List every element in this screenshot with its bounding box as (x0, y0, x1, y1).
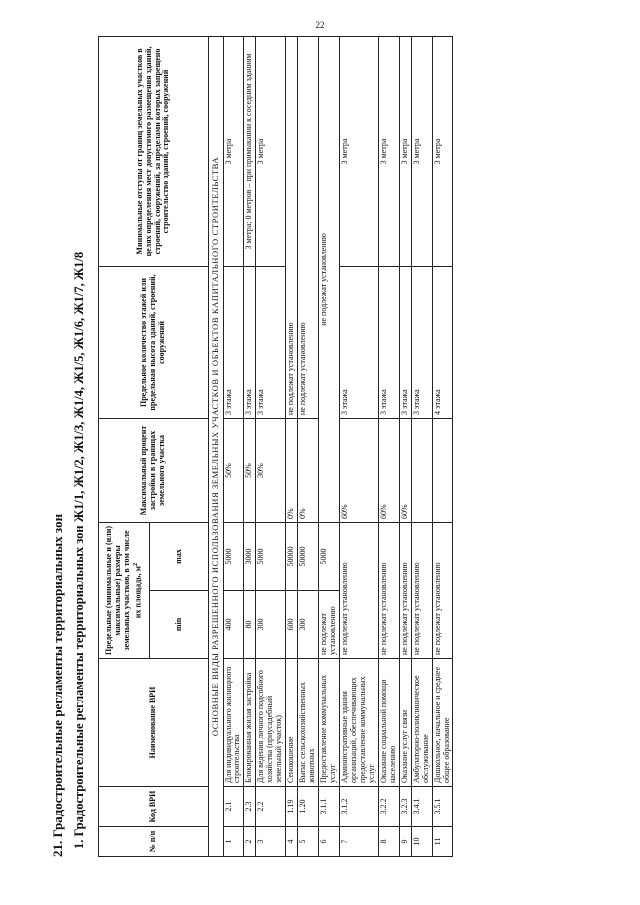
section-heading: 21. Градостроительные регламенты территориальных зон (50, 513, 65, 857)
cell-min: 300 (298, 591, 319, 659)
cell-setback: 3 метра (223, 36, 244, 266)
table-row (411, 36, 432, 856)
cell-name: Для ведения личного подсобного хозяйства (приусадебный земельный участок) (256, 659, 286, 787)
cell-setback: 3 метра (340, 36, 379, 266)
cell-min: не подлежат установлению (319, 591, 340, 659)
cell-code: 3.1.2 (340, 787, 379, 827)
header-name: Наименование ВРИ (99, 659, 209, 787)
header-min: min (150, 591, 209, 659)
table-row (378, 36, 399, 856)
cell-percent: 60% (399, 418, 411, 522)
cell-num: 9 (399, 827, 411, 857)
table-row (256, 36, 286, 856)
cell-min: не подлежат установлению (432, 522, 453, 658)
cell-setback: 3 метра (411, 36, 432, 266)
table-row (298, 36, 319, 856)
cell-percent: 50% (223, 418, 244, 522)
cell-name: Для индивидуального жилищного строительства (223, 659, 244, 787)
cell-max: 50000 (286, 522, 298, 590)
cell-num: 11 (432, 827, 453, 857)
cell-percent: 50% (244, 418, 256, 522)
header-floors: Предельное количество этажей или предельная высота зданий, строений, сооружений (99, 266, 209, 418)
cell-num: 7 (340, 827, 379, 857)
cell-percent: 0% (286, 418, 298, 522)
cell-code: 1.20 (298, 787, 319, 827)
cell-code: 1.19 (286, 787, 298, 827)
cell-setback: 3 метра (399, 36, 411, 266)
cell-max: 5000 (223, 522, 244, 590)
cell-percent: не подлежат установлению (319, 36, 340, 522)
cell-floors: 3 этажа (411, 266, 432, 418)
cell-floors: 4 этажа (432, 266, 453, 418)
cell-name: Блокированная жилая застройка (244, 659, 256, 787)
cell-num: 5 (298, 827, 319, 857)
cell-num: 4 (286, 827, 298, 857)
cell-name: Оказание социальной помощи населению (378, 659, 399, 787)
cell-percent (411, 418, 432, 522)
cell-name: Дошкольное, начальное и среднее общее образование (432, 659, 453, 787)
cell-name: Амбулаторно-поликлиническое обслуживание (411, 659, 432, 787)
table-row (340, 36, 379, 856)
table-row (432, 36, 453, 856)
header-num: № п/п (99, 827, 209, 857)
cell-floors: 3 этажа (244, 266, 256, 418)
cell-name: Оказание услуг связи (399, 659, 411, 787)
cell-code: 2.2 (256, 787, 286, 827)
cell-num: 6 (319, 827, 340, 857)
cell-setback: 3 метра (432, 36, 453, 266)
cell-min: не подлежат установлению (399, 522, 411, 658)
cell-min: не подлежат установлению (340, 522, 379, 658)
table-section-row (209, 36, 224, 856)
cell-percent: 0% (298, 418, 319, 522)
cell-name: Административные здания организаций, обеспечивающих предоставление коммунальных услуг (340, 659, 379, 787)
cell-num: 3 (256, 827, 286, 857)
cell-percent (432, 418, 453, 522)
cell-setback: 3 метра (256, 36, 286, 266)
cell-num: 10 (411, 827, 432, 857)
cell-floors: 3 этажа (256, 266, 286, 418)
cell-setback: 3 метра (378, 36, 399, 266)
cell-name: Предоставление коммунальных услуг (319, 659, 340, 787)
cell-floors: 3 этажа (223, 266, 244, 418)
cell-num: 1 (223, 827, 244, 857)
cell-percent: 60% (378, 418, 399, 522)
cell-min: не подлежат установлению (378, 522, 399, 658)
cell-floors: не подлежат установлению (298, 36, 319, 418)
cell-floors: 3 этажа (399, 266, 411, 418)
table-row (244, 36, 256, 856)
header-percent: Максимальный процент застройки в границах земельного участка (99, 418, 209, 522)
table-row (286, 36, 298, 856)
section-title: ОСНОВНЫЕ ВИДЫ РАЗРЕШЕННОГО ИСПОЛЬЗОВАНИЯ ЗЕМЕЛЬНЫХ УЧАСТКОВ И ОБЪЕКТОВ КАПИТАЛЬНОГО СТРОИТЕЛЬСТВА (209, 36, 224, 856)
cell-name: Выпас сельскохозяйственных животных (298, 659, 319, 787)
cell-code: 2.1 (223, 787, 244, 827)
cell-code: 3.5.1 (432, 787, 453, 827)
cell-num: 2 (244, 827, 256, 857)
table-row (319, 36, 340, 856)
table-row (399, 36, 411, 856)
cell-min: 600 (286, 591, 298, 659)
cell-floors: 3 этажа (378, 266, 399, 418)
cell-max: 3000 (244, 522, 256, 590)
cell-code: 3.1.1 (319, 787, 340, 827)
cell-max: 5000 (256, 522, 286, 590)
cell-max: 5000 (319, 522, 340, 590)
cell-setback: 3 метра; 0 метров – при примыкании к соседним зданиям (244, 36, 256, 266)
header-code: Код ВРИ (99, 787, 209, 827)
cell-percent: 60% (340, 418, 379, 522)
cell-code: 3.2.2 (378, 787, 399, 827)
cell-floors: 3 этажа (340, 266, 379, 418)
cell-percent: 30% (256, 418, 286, 522)
cell-code: 2.3 (244, 787, 256, 827)
cell-code: 3.2.3 (399, 787, 411, 827)
header-max: max (150, 522, 209, 590)
cell-min: 300 (256, 591, 286, 659)
cell-floors: не подлежат установлению (286, 36, 298, 418)
header-setback: Минимальные отступы от границ земельных участков в целях определения мест допустимого размещения зданий, строений, сооружений, за пределами которых запрещено строительство зданий, строений, сооружений (99, 36, 209, 266)
cell-max: 50000 (298, 522, 319, 590)
table-row (223, 36, 244, 856)
cell-code: 3.4.1 (411, 787, 432, 827)
header-size: Предельные (минимальные и (или) максимальные) размеры земельных участков, в том числе их площадь, $м^2$ (99, 522, 150, 658)
rotated-page-content (50, 37, 610, 857)
cell-min: 80 (244, 591, 256, 659)
cell-name: Сенокошение (286, 659, 298, 787)
page-number: 22 (315, 20, 325, 30)
cell-min: 400 (223, 591, 244, 659)
regulations-table (98, 36, 453, 857)
cell-min: не подлежат установлению (411, 522, 432, 658)
cell-num: 8 (378, 827, 399, 857)
subsection-heading: 1. Градостроительные регламенты территориальных зон Ж1/1, Ж1/2, Ж1/3, Ж1/4, Ж1/5, Ж1/6, Ж1/7, Ж1/8 (72, 251, 86, 849)
table-header-row (99, 36, 150, 856)
